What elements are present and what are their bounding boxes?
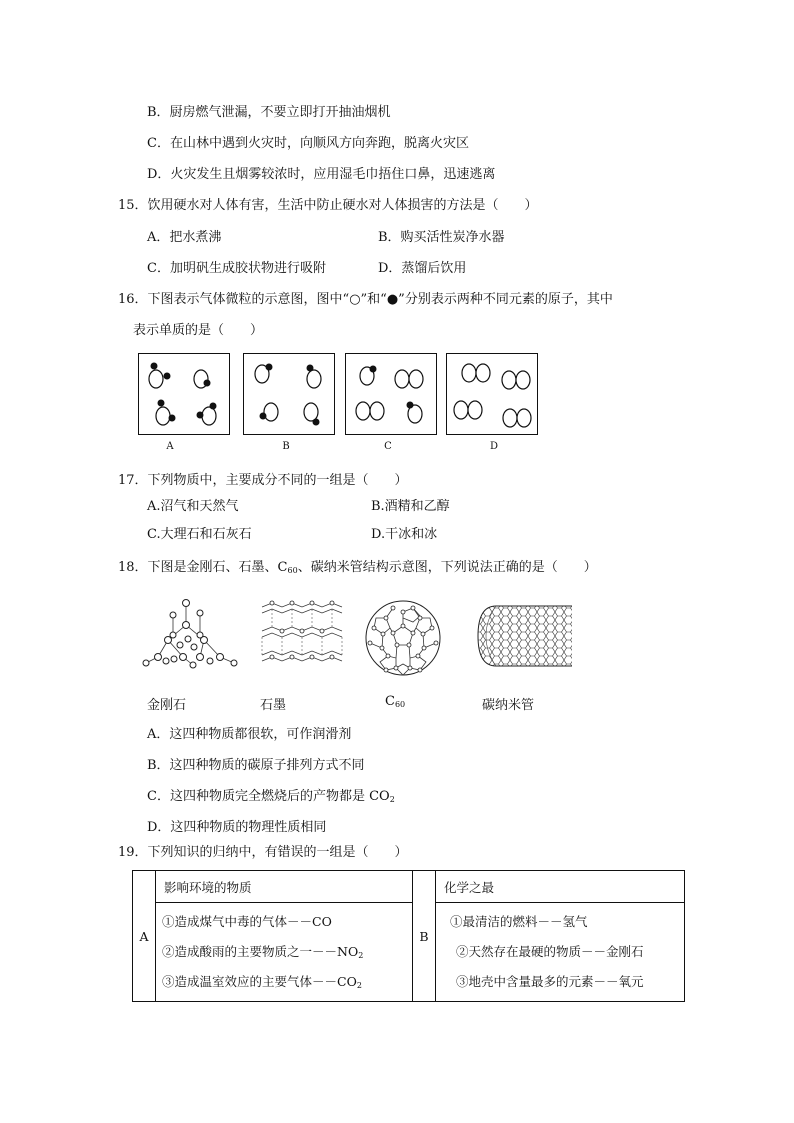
q18-option-a: A．这四种物质都很软，可作润滑剂 (147, 727, 352, 742)
q17-stem: 17．下列物质中，主要成分不同的一组是（ ） (118, 473, 408, 488)
left-item-2: ②造成酸雨的主要物质之一$--NO_2$ (162, 944, 364, 960)
particle-box-c (345, 353, 437, 435)
box-label-b: B (282, 441, 290, 452)
q15-option-b: B．购买活性炭净水器 (378, 230, 505, 245)
q17-option-d: D.干冰和冰 (371, 527, 438, 542)
box-label-c: C (384, 441, 392, 452)
q15-option-a: A．把水煮沸 (147, 230, 222, 245)
q15-stem: 15．饮用硬水对人体有害，生活中防止硬水对人体损害的方法是（ ） (118, 198, 538, 213)
table-cell-left (156, 903, 413, 1002)
q18-option-d: D．这四种物质的物理性质相同 (147, 820, 327, 835)
left-item-3: ③造成温室效应的主要气体$--CO_2$ (162, 974, 362, 990)
q18-stem: 18．下图是金刚石、石墨、$C_{60}$、碳纳米管结构示意图，下列说法正确的是（ ） (118, 560, 597, 575)
box-label-a: A (166, 441, 174, 452)
q17-option-c: C.大理石和石灰石 (147, 527, 252, 542)
table-header-right: 化学之最 (436, 871, 685, 903)
label-graphite: 石墨 (260, 698, 287, 713)
particle-box-a (138, 353, 230, 435)
particle-box-b (243, 353, 335, 435)
table-cell-right (436, 903, 685, 1002)
q15-option-c: C．加明矾生成胶状物进行吸附 (147, 261, 326, 276)
label-c60: $C_{60}$ (385, 694, 406, 709)
table-header-left: 影响环境的物质 (156, 871, 413, 903)
q18-option-c: C．这四种物质完全燃烧后的产物都是 $CO_2$ (147, 789, 395, 804)
label-nanotube: 碳纳米管 (482, 698, 535, 713)
particle-box-d (446, 353, 538, 435)
graphite-structure-image (254, 597, 350, 673)
q16-stem-line1: 16．下图表示气体微粒的示意图，图中“○”和“●”分别表示两种不同元素的原子，其中 (118, 292, 613, 307)
left-item-1: ①造成煤气中毒的气体－－CO (162, 914, 332, 929)
q14-option-b: B．厨房燃气泄漏，不要立即打开抽油烟机 (147, 105, 391, 120)
q17-option-a: A.沼气和天然气 (147, 499, 239, 514)
right-item-3: ③地壳中含量最多的元素－－氧元 (456, 974, 644, 989)
q14-option-d: D．火灾发生且烟雾较浓时，应用湿毛巾捂住口鼻，迅速逃离 (147, 167, 496, 182)
right-item-1: ①最清洁的燃料－－氢气 (450, 914, 588, 929)
c60-structure-image (360, 598, 446, 678)
q18-option-b: B．这四种物质的碳原子排列方式不同 (147, 758, 365, 773)
table-letter-b: B (413, 871, 436, 1002)
q16-stem-line2: 表示单质的是（ ） (133, 323, 264, 338)
q14-option-c: C．在山林中遇到火灾时，向顺风方向奔跑，脱离火灾区 (147, 136, 469, 151)
right-item-2: ②天然存在最硬的物质－－金刚石 (456, 944, 644, 959)
q17-option-b: B.酒精和乙醇 (371, 499, 450, 514)
knowledge-table (132, 870, 685, 1002)
label-diamond: 金刚石 (147, 698, 187, 713)
nanotube-structure-image (474, 600, 574, 672)
q19-stem: 19．下列知识的归纳中，有错误的一组是（ ） (118, 845, 408, 860)
box-label-d: D (489, 441, 499, 452)
table-letter-a: A (133, 871, 156, 1002)
q15-option-d: D．蒸馏后饮用 (378, 261, 467, 276)
diamond-structure-image (138, 595, 242, 675)
